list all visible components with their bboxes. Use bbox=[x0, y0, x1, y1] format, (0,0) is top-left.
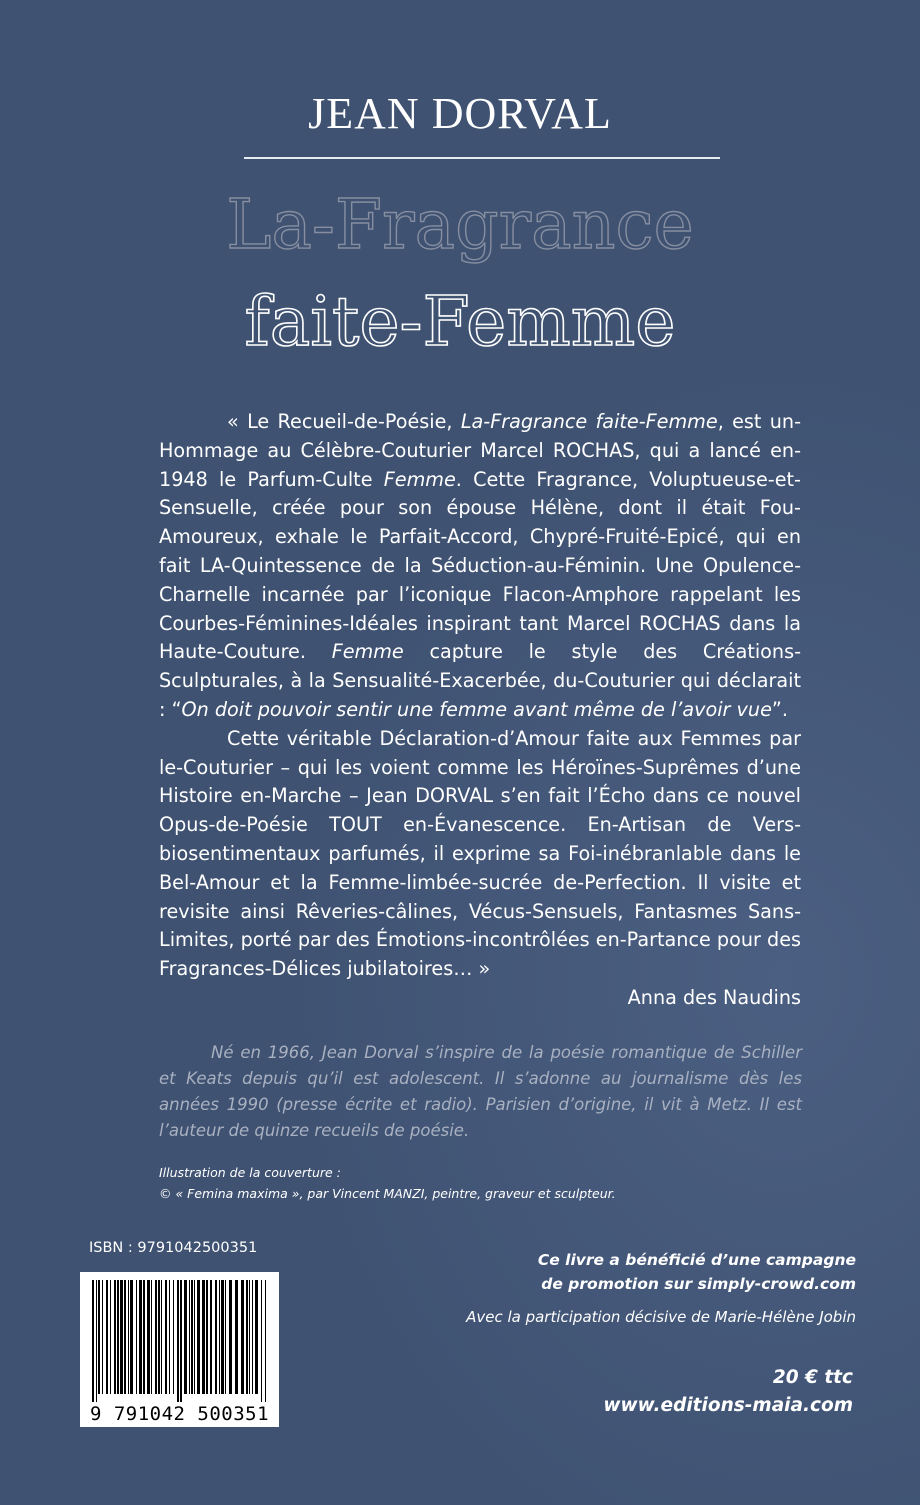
barcode-bar bbox=[124, 1280, 126, 1394]
barcode-bar bbox=[255, 1280, 258, 1394]
blurb-paragraph-2: Cette véritable Déclaration-d’Amour faite aux Femmes par le-Couturier – qui les voient comme les Héroïnes-Suprêmes d’une Histoire en-Marche – Jean DORVAL s’en fait l’Écho dans ce nouvel Opus-de-Poésie TOUT en-Évanescence. En-Artisan de Vers-biosentimentaux parfumés, il exprime sa Foi-inébranlable dans le Bel-Amour et la Femme-limbée-sucrée de-Perfection. Il visite et revisite ainsi Rêveries-câlines, Vécus-Sensuels, Fantasmes Sans-Limites, porté par des Émotions-incontrôlées en-Partance pour des Fragrances-Délices jubilatoires… » bbox=[159, 726, 801, 981]
barcode-bar bbox=[92, 1280, 94, 1402]
barcode-bar bbox=[143, 1280, 145, 1394]
barcode-bar bbox=[202, 1280, 205, 1394]
barcode-bar bbox=[102, 1280, 103, 1394]
blurb bbox=[159, 408, 801, 1013]
credit-line-1: Illustration de la couverture : bbox=[159, 1165, 341, 1180]
barcode-bar bbox=[191, 1280, 193, 1394]
illustration-credit bbox=[159, 1162, 799, 1204]
barcode-bar bbox=[180, 1280, 182, 1402]
author-name: JEAN DORVAL bbox=[308, 89, 612, 138]
barcode-bar bbox=[235, 1280, 238, 1394]
barcode-bar bbox=[98, 1280, 100, 1394]
blurb-text-run: capture le style des Créations-Sculpturales, à la Sensualité-Exacerbée, du-Couturier qui déclarait : “ bbox=[159, 640, 801, 721]
barcode-bar bbox=[252, 1280, 253, 1394]
blurb-italic-run: On doit pouvoir sentir une femme avant même de l’avoir vue bbox=[181, 697, 772, 721]
blurb-text-run: , est un-Hommage au Célèbre-Couturier Marcel ROCHAS, qui a lancé en-1948 le Parfum-Culte bbox=[159, 410, 802, 491]
blurb-text-run: « Le Recueil-de-Poésie, bbox=[227, 410, 461, 433]
barcode-bar bbox=[96, 1280, 97, 1402]
publisher-website: www.editions-maia.com bbox=[603, 1395, 853, 1416]
barcode-bar bbox=[136, 1280, 137, 1394]
barcode-bar bbox=[114, 1280, 116, 1394]
blurb-italic-run: Femme bbox=[331, 640, 404, 664]
barcode-bar bbox=[151, 1280, 152, 1394]
book-title-line-2: faite-Femme bbox=[244, 283, 676, 362]
barcode-bar bbox=[249, 1280, 250, 1394]
barcode-bar bbox=[155, 1280, 157, 1394]
barcode-bar bbox=[194, 1280, 195, 1394]
barcode-bar bbox=[229, 1280, 232, 1394]
credit-line-2: © « Femina maxima », par Vincent MANZI, peintre, graveur et sculpteur. bbox=[159, 1186, 616, 1201]
barcode-bar bbox=[161, 1280, 162, 1394]
promotion-line-2: de promotion sur simply-crowd.com bbox=[541, 1275, 856, 1293]
author-bio: Né en 1966, Jean Dorval s’inspire de la poésie romantique de Schiller et Keats depuis qu’il est adolescent. Il s’adonne au journalisme dès les années 1990 (presse écrite et radio). Parisien d’origine, il vit à Metz. Il est l’auteur de quinze recueils de poésie. bbox=[159, 1043, 802, 1140]
title-divider bbox=[244, 157, 720, 159]
barcode-bar bbox=[169, 1280, 170, 1394]
barcode-bar bbox=[177, 1280, 179, 1402]
barcode-bar bbox=[189, 1280, 190, 1394]
blurb-signature: Anna des Naudins bbox=[627, 985, 801, 1009]
barcode-bar bbox=[197, 1280, 200, 1394]
blurb-text-run: ”. bbox=[771, 697, 788, 721]
barcode-bar bbox=[215, 1280, 217, 1394]
barcode-bar bbox=[139, 1280, 142, 1394]
price: 20 € ttc bbox=[772, 1367, 853, 1388]
barcode-bar bbox=[110, 1280, 111, 1394]
barcode-bar bbox=[130, 1280, 133, 1394]
partner-note: Avec la participation décisive de Marie-Hélène Jobin bbox=[466, 1308, 856, 1326]
barcode-bar bbox=[246, 1280, 248, 1394]
barcode-bar bbox=[219, 1280, 220, 1394]
barcode-bar bbox=[241, 1280, 244, 1394]
blurb-paragraph-1 bbox=[159, 408, 801, 725]
barcode-bar bbox=[261, 1280, 262, 1402]
barcode-bar bbox=[128, 1280, 129, 1394]
promotion-note bbox=[470, 1248, 856, 1296]
barcode-bar bbox=[165, 1280, 167, 1394]
barcode-bar bbox=[117, 1280, 119, 1394]
isbn-label: ISBN : 9791042500351 bbox=[89, 1240, 258, 1256]
book-title-line-1: La-Fragrance bbox=[226, 186, 694, 265]
barcode-bar bbox=[225, 1280, 226, 1394]
barcode-bar bbox=[265, 1280, 266, 1402]
barcode-digits: 9 791042 500351 bbox=[89, 1403, 270, 1425]
barcode-bar bbox=[206, 1280, 208, 1394]
barcode-bar bbox=[120, 1280, 123, 1394]
barcode-bar bbox=[106, 1280, 108, 1394]
barcode-bar bbox=[184, 1280, 187, 1394]
blurb-italic-run: La-Fragrance faite-Femme bbox=[460, 410, 718, 433]
blurb-text-run: . Cette Fragrance, Voluptueuse-et-Sensuelle, créée pour son épouse Hélène, dont il était Fou-Amoureux, exhale le Parfait-Accord, Chypré-Fruité-Epicé, qui en fait LA-Quintessence de la Séduction-au-Féminin. Une Opulence-Charnelle incarnée par l’iconique Flacon-Amphore rappelant les Courbes-Féminines-Idéales inspirant tant Marcel ROCHAS dans la Haute-Couture. bbox=[159, 467, 801, 664]
barcode-bar bbox=[210, 1280, 212, 1394]
barcode bbox=[80, 1272, 279, 1427]
blurb-italic-run: Femme bbox=[383, 467, 456, 491]
barcode-bar bbox=[221, 1280, 224, 1394]
barcode-bar bbox=[158, 1280, 160, 1394]
barcode-bar bbox=[147, 1280, 150, 1394]
promotion-line-1: Ce livre a bénéficié d’une campagne bbox=[537, 1251, 856, 1269]
barcode-bar bbox=[173, 1280, 174, 1394]
